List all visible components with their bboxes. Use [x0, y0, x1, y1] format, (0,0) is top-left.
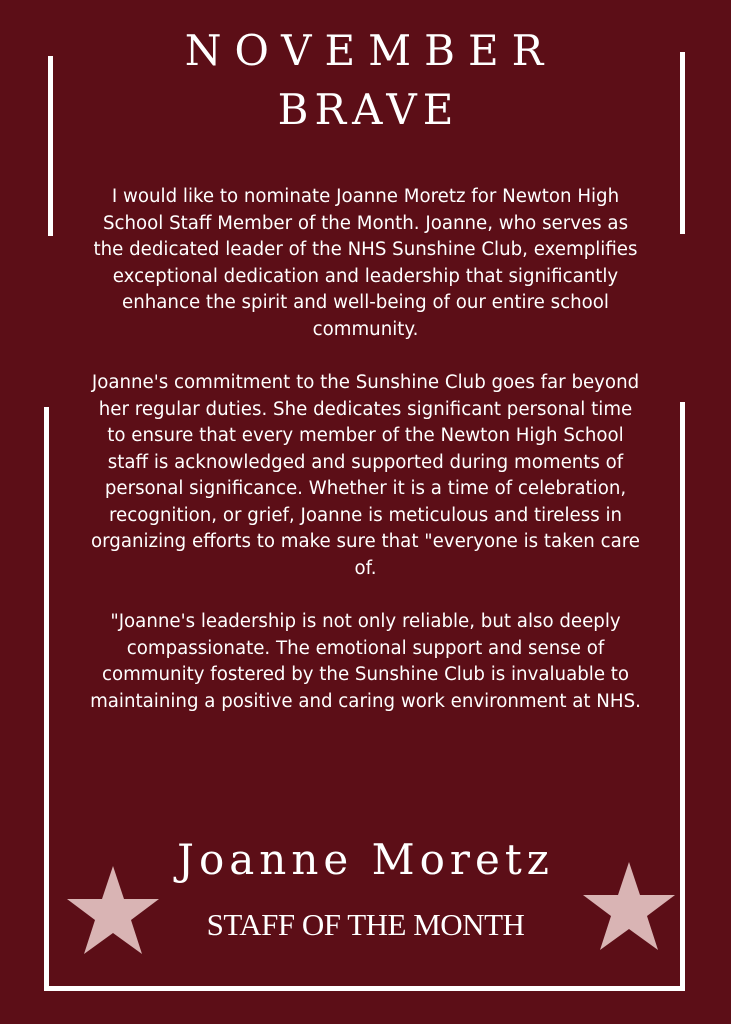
month-title: NOVEMBER: [184, 26, 557, 75]
nomination-paragraph: I would like to nominate Joanne Moretz for Newton High School Staff Member of the Month. Joanne, who serves as the dedicated leader of the NHS Sunshine Club, exemplifies exceptional dedication and leadership that significantly enhance the spirit and well-being of our entire school community.: [93, 186, 638, 340]
nomination-text: [88, 184, 643, 742]
star-icon: [582, 862, 676, 952]
frame-line-left-bottom: [44, 407, 49, 990]
nomination-paragraph: Joanne's commitment to the Sunshine Club goes far beyond her regular duties. She dedicates significant personal time to ensure that every member of the Newton High School staff is acknowledged and supported during moments of personal significance. Whether it is a time of celebration, recognition, or grief, Joanne is meticulous and tireless in organizing efforts to make sure that "everyone is taken care of.: [91, 372, 640, 579]
star-icon: [66, 866, 160, 956]
frame-line-bottom: [44, 986, 685, 991]
award-title: STAFF OF THE MONTH: [206, 907, 525, 942]
honoree-name: Joanne Moretz: [177, 835, 554, 884]
frame-line-right-bottom: [680, 402, 685, 990]
theme-title: BRAVE: [277, 85, 460, 134]
frame-line-left-top: [48, 56, 53, 236]
nomination-paragraph: "Joanne's leadership is not only reliable, but also deeply compassionate. The emotional support and sense of community fostered by the Sunshine Club is invaluable to maintaining a positive and caring work environment at NHS.: [90, 611, 641, 712]
frame-line-right-top: [680, 52, 685, 234]
